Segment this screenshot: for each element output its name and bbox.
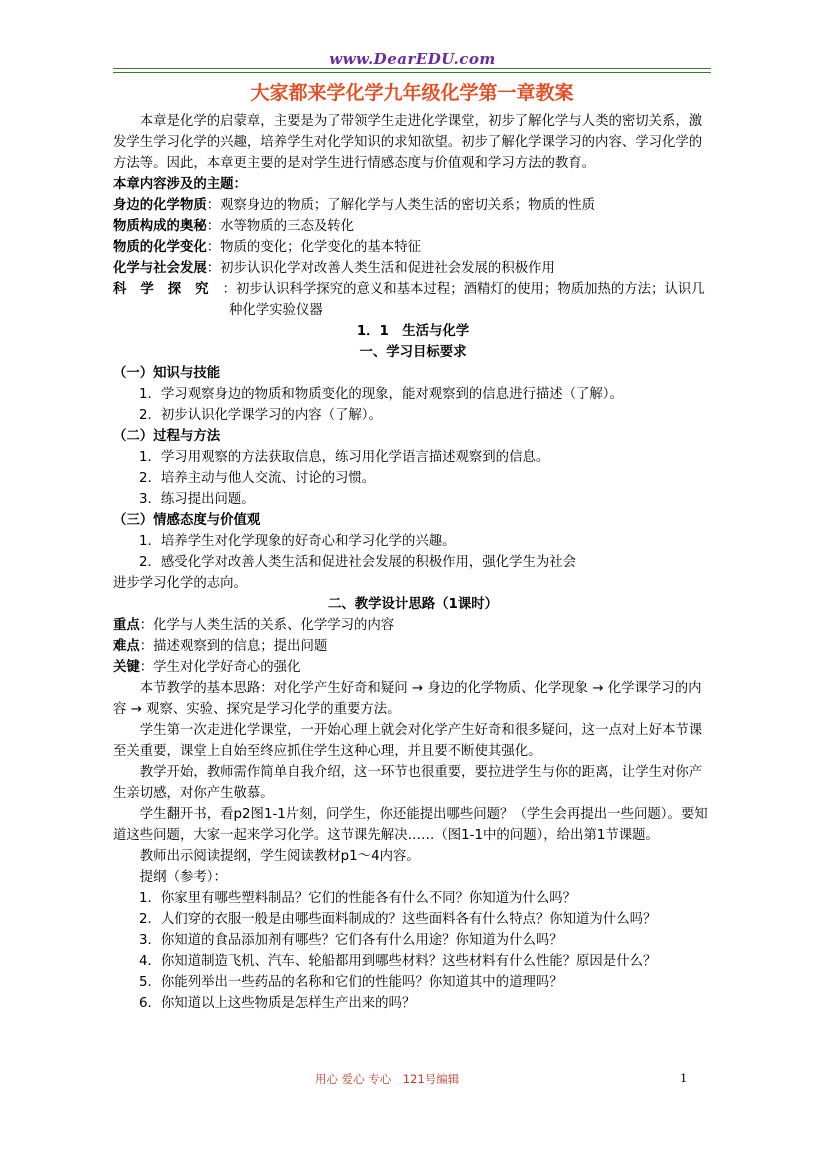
keypoint-text: ：化学与人类生活的关系、化学学习的内容 <box>139 618 395 633</box>
goal-item: 1．学习用观察的方法获取信息，练习用化学语言描述观察到的信息。 <box>139 450 550 465</box>
part-heading: 二、教学设计思路（1课时） <box>327 597 498 612</box>
topic-item <box>113 258 713 279</box>
page-number: 1 <box>680 1071 688 1085</box>
goal-heading: （三）情感态度与价值观 <box>113 513 261 528</box>
document-body <box>113 111 713 1014</box>
topic-label: 科学探究 <box>113 282 223 297</box>
header-url: www.DearEDU.com <box>329 50 496 68</box>
keypoint-label: 难点 <box>113 639 140 654</box>
topic-text: ：水等物质的三态及转化 <box>206 219 355 234</box>
goal-item: 2．初步认识化学课学习的内容（了解）。 <box>139 408 382 423</box>
header-rule <box>113 68 711 69</box>
topic-label: 身边的化学物质 <box>113 198 207 213</box>
topic-text: ：观察身边的物质；了解化学与人类生活的密切关系；物质的性质 <box>206 198 596 213</box>
goal-item: 3．练习提出问题。 <box>139 492 255 507</box>
goal-item: 2．感受化学对改善人类生活和促进社会发展的积极作用，强化学生为社会 <box>139 555 577 570</box>
body-paragraph: 学生第一次走进化学课堂，一开始心理上就会对化学产生好奇和很多疑问，这一点对上好本节课至关重要，课堂上自始至终应抓住学生这种心理，并且要不断使其强化。 <box>113 723 703 759</box>
body-paragraph: 学生翻开书，看p2图1-1片刻，问学生，你还能提出哪些问题？（学生会再提出一些问题）。要知道这些问题，大家一起来学习化学。这节课先解决……（图1-1中的问题），给出第1节课题。 <box>113 807 708 843</box>
topic-item <box>113 237 713 258</box>
outline-item: 3．你知道的食品添加剂有哪些？它们各有什么用途？你知道为什么吗？ <box>139 933 563 948</box>
topic-item <box>113 195 713 216</box>
topic-text: ：初步认识科学探究的意义和基本过程；酒精灯的使用；物质加热的方法；认识几种化学实验仪器 <box>222 282 705 318</box>
goal-item: 1．学习观察身边的物质和物质变化的现象，能对观察到的信息进行描述（了解）。 <box>139 387 623 402</box>
topic-text: ：初步认识化学对改善人类生活和促进社会发展的积极作用 <box>206 261 555 276</box>
topic-item <box>113 216 713 237</box>
body-paragraph: 教学开始，教师需作简单自我介绍，这一环节也很重要，要拉进学生与你的距离，让学生对你产生亲切感，对你产生敬慕。 <box>113 765 703 801</box>
document-title: 大家都来学化学九年级化学第一章教案 <box>250 82 574 104</box>
outline-item: 1．你家里有哪些塑料制品？它们的性能各有什么不同？你知道为什么吗？ <box>139 891 577 906</box>
keypoint-item <box>113 615 713 636</box>
keypoint-item <box>113 657 713 678</box>
keypoint-item <box>113 636 713 657</box>
goal-item: 1．培养学生对化学现象的好奇心和学习化学的兴趣。 <box>139 534 456 549</box>
header-rule-secondary <box>113 72 711 73</box>
topics-heading: 本章内容涉及的主题： <box>113 177 247 192</box>
topic-label: 化学与社会发展 <box>113 261 207 276</box>
outline-item: 5．你能列举出一些药品的名称和它们的性能吗？你知道其中的道理吗？ <box>139 975 563 990</box>
outline-item: 4．你知道制造飞机、汽车、轮船都用到哪些材料？这些材料有什么性能？原因是什么？ <box>139 954 657 969</box>
keypoint-label: 重点 <box>113 618 140 633</box>
body-paragraph: 教师出示阅读提纲，学生阅读教材p1～4内容。 <box>139 849 420 864</box>
keypoint-text: ：描述观察到的信息；提出问题 <box>139 639 328 654</box>
topic-label: 物质的化学变化 <box>113 240 207 255</box>
keypoint-label: 关键 <box>113 660 140 675</box>
keypoint-text: ：学生对化学好奇心的强化 <box>139 660 301 675</box>
footer-text: 用心 爱心 专心 121号编辑 <box>315 1072 460 1086</box>
outline-item: 6．你知道以上这些物质是怎样生产出来的吗？ <box>139 996 416 1011</box>
outline-item: 2．人们穿的衣服一般是由哪些面料制成的？这些面料各有什么特点？你知道为什么吗？ <box>139 912 657 927</box>
topic-item <box>113 279 713 321</box>
goal-item-continuation: 进步学习化学的志向。 <box>113 576 247 591</box>
topic-text: ：物质的变化；化学变化的基本特征 <box>206 240 421 255</box>
outline-label: 提纲（参考）： <box>139 870 227 885</box>
part-heading: 一、学习目标要求 <box>359 345 467 360</box>
goal-heading: （一）知识与技能 <box>113 366 221 381</box>
section-title: 1．1 生活与化学 <box>356 324 470 339</box>
body-paragraph: 本节教学的基本思路：对化学产生好奇和疑问 → 身边的化学物质、化学现象 → 化学课学习的内容 → 观察、实验、探究是学习化学的重要方法。 <box>113 681 702 717</box>
goal-item: 2．培养主动与他人交流、讨论的习惯。 <box>139 471 376 486</box>
intro-paragraph: 本章是化学的启蒙章，主要是为了带领学生走进化学课堂，初步了解化学与人类的密切关系，激发学生学习化学的兴趣，培养学生对化学知识的求知欲望。初步了解化学课学习的内容、学习化学的方法等。因此，本章更主要的是对学生进行情感态度与价值观和学习方法的教育。 <box>113 114 703 171</box>
goal-heading: （二）过程与方法 <box>113 429 221 444</box>
topic-label: 物质构成的奥秘 <box>113 219 207 234</box>
